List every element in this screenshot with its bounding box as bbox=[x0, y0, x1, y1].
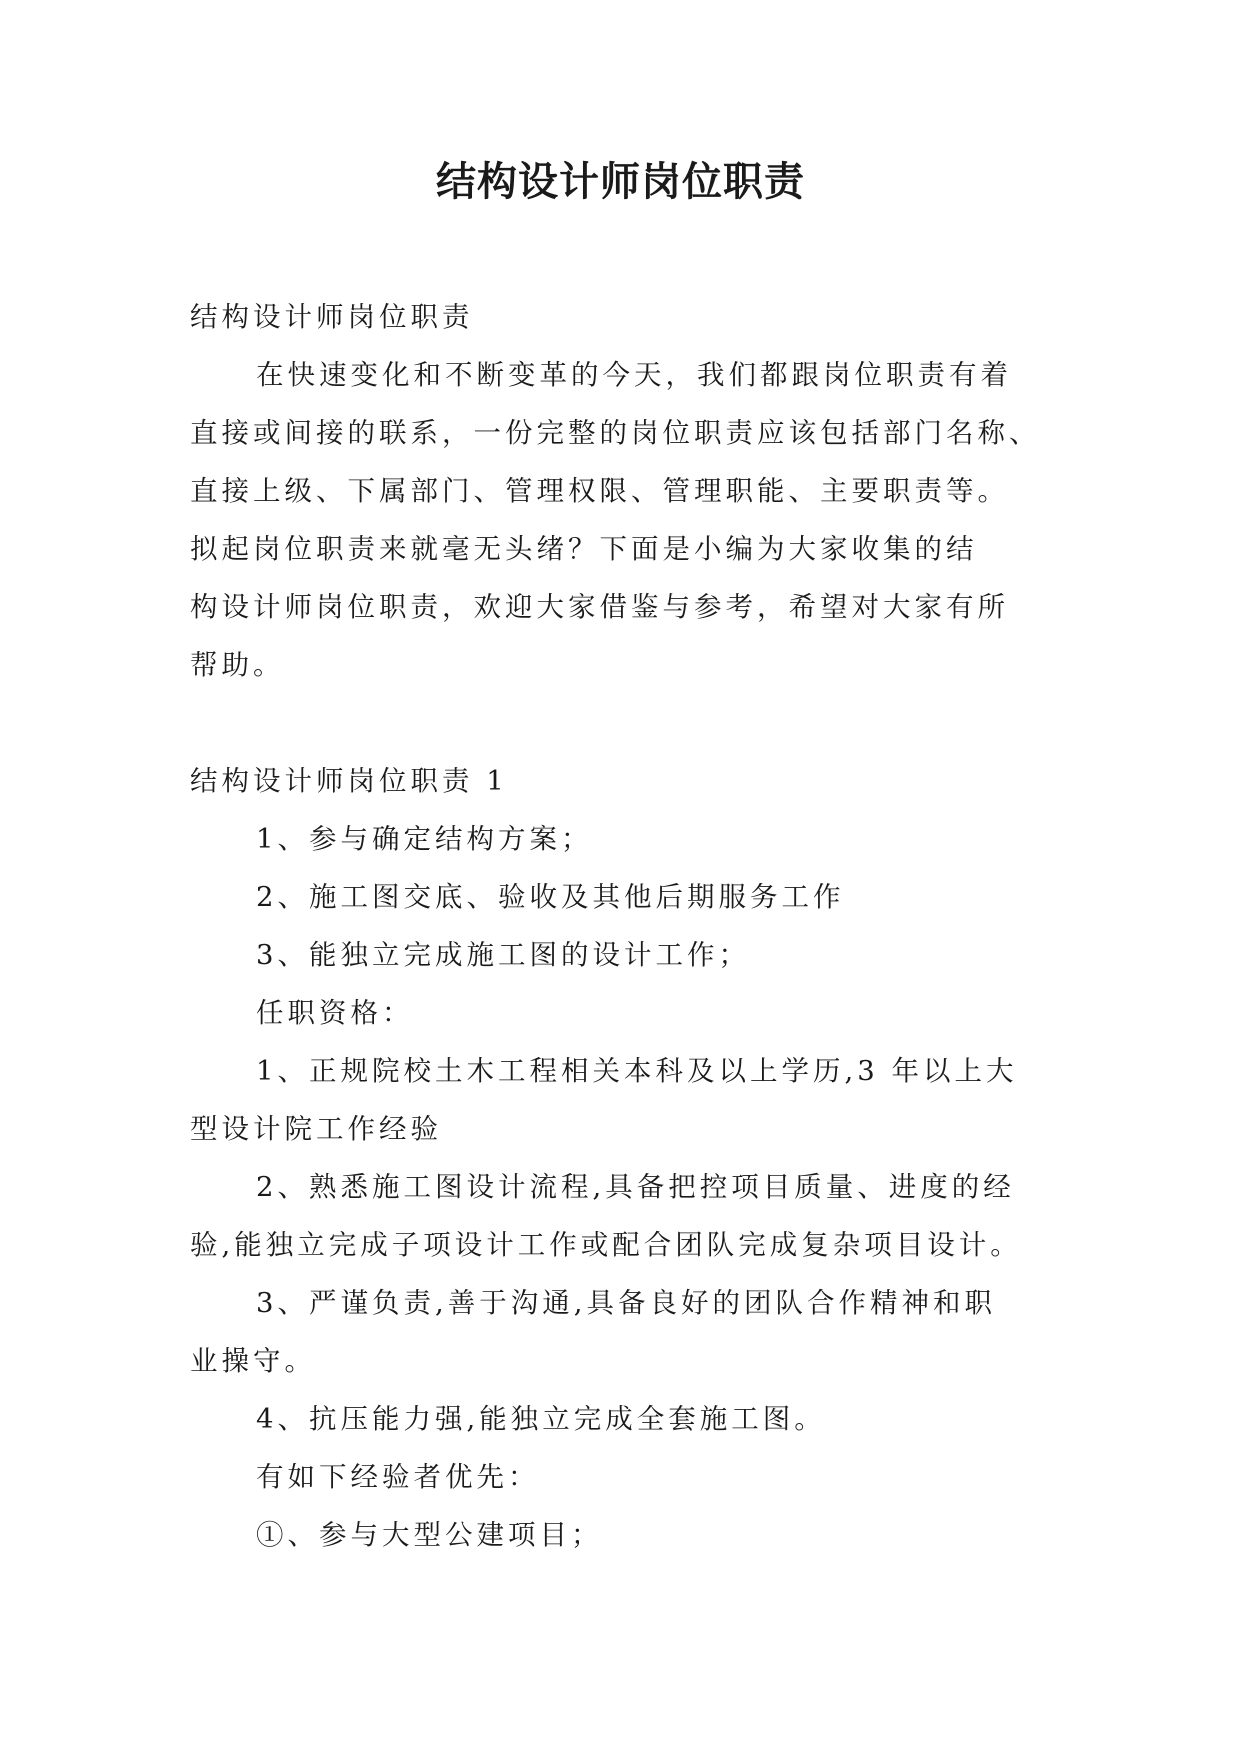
qualification-line: 型设计院工作经验 bbox=[190, 1113, 442, 1145]
intro-paragraph bbox=[190, 346, 1065, 694]
qualification-line: 2、熟悉施工图设计流程,具备把控项目质量、进度的经 bbox=[256, 1171, 1015, 1203]
qualification-item bbox=[190, 1042, 1065, 1158]
intro-line: 构设计师岗位职责，欢迎大家借鉴与参考，希望对大家有所 bbox=[190, 591, 1009, 623]
qualification-line: 验,能独立完成子项设计工作或配合团队完成复杂项目设计。 bbox=[190, 1229, 1022, 1261]
duty-item: 3、能独立完成施工图的设计工作； bbox=[256, 939, 750, 971]
intro-line: 在快速变化和不断变革的今天，我们都跟岗位职责有着 bbox=[256, 359, 1012, 391]
section-heading: 结构设计师岗位职责 1 bbox=[190, 765, 508, 797]
qualification-item bbox=[190, 1158, 1065, 1274]
intro-line: 拟起岗位职责来就毫无头绪？下面是小编为大家收集的结 bbox=[190, 533, 978, 565]
subtitle: 结构设计师岗位职责 bbox=[190, 301, 474, 333]
qualification-line: 4、抗压能力强,能独立完成全套施工图。 bbox=[256, 1403, 826, 1435]
qualifications-heading: 任职资格： bbox=[256, 997, 414, 1029]
qualification-line: 1、正规院校土木工程相关本科及以上学历,3 年以上大 bbox=[256, 1055, 1018, 1087]
qualification-line: 业操守。 bbox=[190, 1345, 316, 1377]
paragraph-gap bbox=[190, 694, 1065, 752]
qualification-item bbox=[190, 1390, 1065, 1448]
intro-line: 直接或间接的联系，一份完整的岗位职责应该包括部门名称、 bbox=[190, 417, 1041, 449]
document-title: 结构设计师岗位职责 bbox=[436, 158, 805, 205]
intro-line: 帮助。 bbox=[190, 649, 285, 681]
duty-item: 2、施工图交底、验收及其他后期服务工作 bbox=[256, 881, 845, 913]
duty-item: 1、参与确定结构方案； bbox=[256, 823, 593, 855]
intro-line: 直接上级、下属部门、管理权限、管理职能、主要职责等。 bbox=[190, 475, 1009, 507]
preferred-heading: 有如下经验者优先： bbox=[256, 1461, 540, 1493]
document-body bbox=[190, 288, 1065, 1564]
qualification-item bbox=[190, 1274, 1065, 1390]
qualification-line: 3、严谨负责,善于沟通,具备良好的团队合作精神和职 bbox=[256, 1287, 996, 1319]
preferred-item: ①、参与大型公建项目； bbox=[256, 1519, 603, 1551]
